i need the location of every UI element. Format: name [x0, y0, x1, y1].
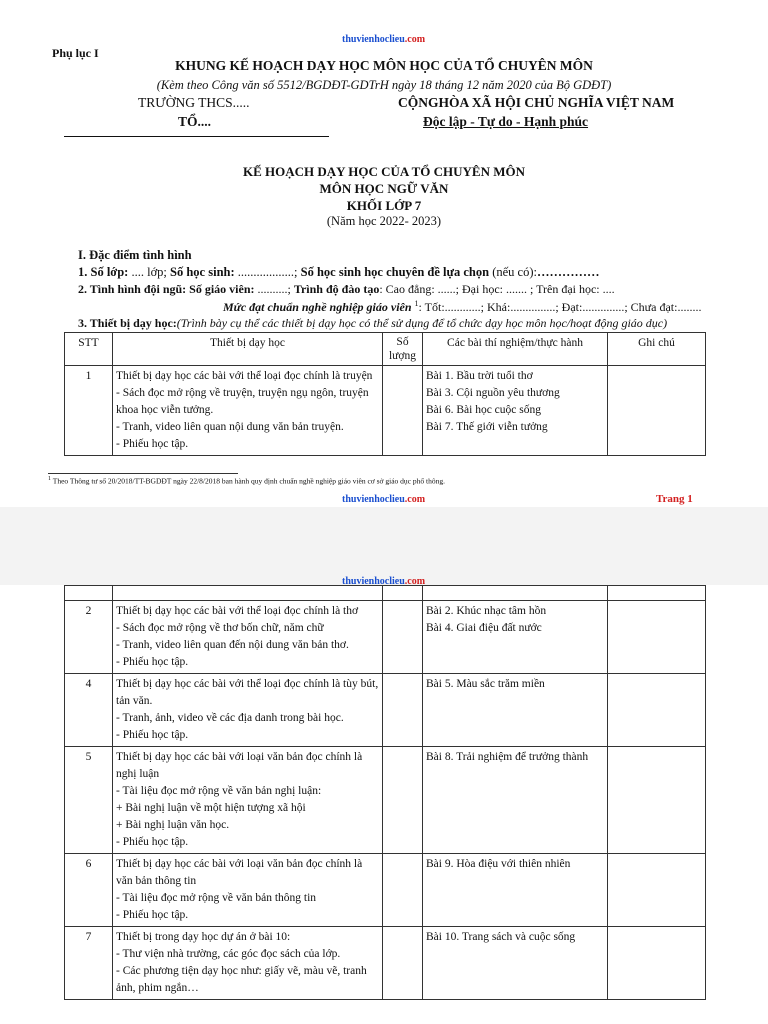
- section-heading: I. Đặc điểm tình hình: [78, 248, 192, 262]
- subject-title: MÔN HỌC NGỮ VĂN: [319, 181, 449, 196]
- table-row: [65, 366, 706, 456]
- row-notes: [608, 927, 706, 1000]
- header-notes: Ghi chú: [608, 333, 706, 366]
- school-name: TRƯỜNG THCS.....: [138, 95, 250, 110]
- table-row: [65, 747, 706, 854]
- equipment-line: 3. Thiết bị dạy học:(Trình bày cụ thể các thiết bị dạy học có thể sử dụng để tổ chức dạy học môn học/hoạt động giáo dục): [78, 316, 668, 330]
- motto: Độc lập - Tự do - Hạnh phúc: [423, 114, 589, 129]
- group-name: TỔ....: [178, 114, 212, 129]
- row-equipment: Thiết bị dạy học các bài với loại văn bản đọc chính là nghị luận - Tài liệu đọc mở rộng về văn bản nghị luận: + Bài nghị luận về một hiện tượng xã hội + Bài nghị luận văn học. - Phiếu học tập.: [113, 747, 383, 854]
- main-title: KHUNG KẾ HOẠCH DẠY HỌC MÔN HỌC CỦA TỔ CHUYÊN MÔN: [175, 58, 593, 73]
- row-lessons: Bài 2. Khúc nhạc tâm hồn Bài 4. Giai điệu đất nước: [423, 601, 608, 674]
- row-notes: [608, 674, 706, 747]
- row-notes: [608, 366, 706, 456]
- row-stt: 5: [65, 747, 113, 854]
- standard-line: Mức đạt chuẩn nghề nghiệp giáo viên $^1$: Tốt:............; Khá:...............; Đạt:..............; Chưa đạt:........: [223, 299, 702, 314]
- row-notes: [608, 601, 706, 674]
- header-quantity: Số lượng: [383, 333, 423, 366]
- row-quantity: [383, 747, 423, 854]
- table-row: [65, 674, 706, 747]
- plan-title: KẾ HOẠCH DẠY HỌC CỦA TỔ CHUYÊN MÔN: [242, 164, 526, 179]
- header-stt: STT: [65, 333, 113, 366]
- table-row: [65, 601, 706, 674]
- table-row: [65, 854, 706, 927]
- row-quantity: [383, 366, 423, 456]
- header-lessons: Các bài thí nghiệm/thực hành: [423, 333, 608, 366]
- divider: [64, 136, 329, 137]
- row-notes: [608, 854, 706, 927]
- row-quantity: [383, 601, 423, 674]
- row-notes: [608, 747, 706, 854]
- header-equipment: Thiết bị dạy học: [113, 333, 383, 366]
- site-watermark-page2: thuvienhoclieu.com: [342, 576, 426, 587]
- footnote: $^1$ Theo Thông tư số 20/2018/TT-BGDĐT ngày 22/8/2018 ban hành quy định chuẩn nghề nghiệp giáo viên cơ sở giáo dục phổ thông.: [48, 476, 445, 486]
- site-watermark: thuvienhoclieu.com: [342, 34, 426, 45]
- table-row: [65, 927, 706, 1000]
- subtitle: (Kèm theo Công văn số 5512/BGDĐT-GDTrH ngày 18 tháng 12 năm 2020 của Bộ GDĐT): [156, 78, 612, 92]
- row-equipment: Thiết bị dạy học các bài với thể loại đọc chính là thơ - Sách đọc mở rộng về thơ bốn chữ, năm chữ - Tranh, video liên quan đến nội dung văn bản thơ. - Phiếu học tập.: [113, 601, 383, 674]
- table-header-row: [65, 333, 706, 366]
- row-lessons: Bài 5. Màu sắc trăm miền: [423, 674, 608, 747]
- grade-title: KHỐI LỚP 7: [346, 198, 422, 213]
- row-stt: 2: [65, 601, 113, 674]
- row-equipment: Thiết bị dạy học các bài với loại văn bản đọc chính là văn bản thông tin - Tài liệu đọc mở rộng về văn bản thông tin - Phiếu học tập.: [113, 854, 383, 927]
- row-stt: 7: [65, 927, 113, 1000]
- equipment-table-page1: [64, 332, 706, 456]
- page-separator: [0, 507, 768, 585]
- staff-line: 2. Tình hình đội ngũ: Số giáo viên: ..........; Trình độ đào tạo: Cao đẳng: ......; Đại học: ....... ; Trên đại học: ....: [78, 282, 615, 296]
- row-lessons: Bài 9. Hòa điệu với thiên nhiên: [423, 854, 608, 927]
- appendix-label: Phụ lục I: [52, 46, 99, 60]
- row-quantity: [383, 674, 423, 747]
- site-watermark-bottom: thuvienhoclieu.com: [342, 494, 426, 505]
- class-count-line: 1. Số lớp: .... lớp; Số học sinh: ..................; Số học sinh học chuyên đề lựa chọn (nếu có):……………: [78, 265, 600, 279]
- row-stt: 4: [65, 674, 113, 747]
- republic-title: CỘNGHÒA XÃ HỘI CHỦ NGHĨA VIỆT NAM: [398, 95, 675, 110]
- school-year: (Năm học 2022- 2023): [326, 214, 442, 228]
- row-lessons: Bài 1. Bầu trời tuổi thơ Bài 3. Cội nguồn yêu thương Bài 6. Bài học cuộc sống Bài 7. Thế giới viễn tưởng: [423, 366, 608, 456]
- table-row-empty: [65, 586, 706, 601]
- row-stt: 6: [65, 854, 113, 927]
- equipment-table-page2: [64, 585, 706, 1000]
- footnote-rule: [48, 473, 238, 474]
- row-lessons: Bài 8. Trải nghiệm để trưởng thành: [423, 747, 608, 854]
- row-lessons: Bài 10. Trang sách và cuộc sống: [423, 927, 608, 1000]
- row-stt: 1: [65, 366, 113, 456]
- row-equipment: Thiết bị trong dạy học dự án ở bài 10: - Thư viện nhà trường, các góc đọc sách của lớp. - Các phương tiện dạy học như: giấy vẽ, màu vẽ, tranh ảnh, phim ngắn…: [113, 927, 383, 1000]
- page-number: Trang 1: [656, 493, 693, 505]
- row-equipment: Thiết bị dạy học các bài với thể loại đọc chính là tùy bút, tản văn. - Tranh, ảnh, video về các địa danh trong bài học. - Phiếu học tập.: [113, 674, 383, 747]
- row-quantity: [383, 854, 423, 927]
- row-quantity: [383, 927, 423, 1000]
- row-equipment: Thiết bị dạy học các bài với thể loại đọc chính là truyện - Sách đọc mở rộng về truyện, truyện ngụ ngôn, truyện khoa học viễn tưởng. - Tranh, video liên quan nội dung văn bản truyện. - Phiếu học tập.: [113, 366, 383, 456]
